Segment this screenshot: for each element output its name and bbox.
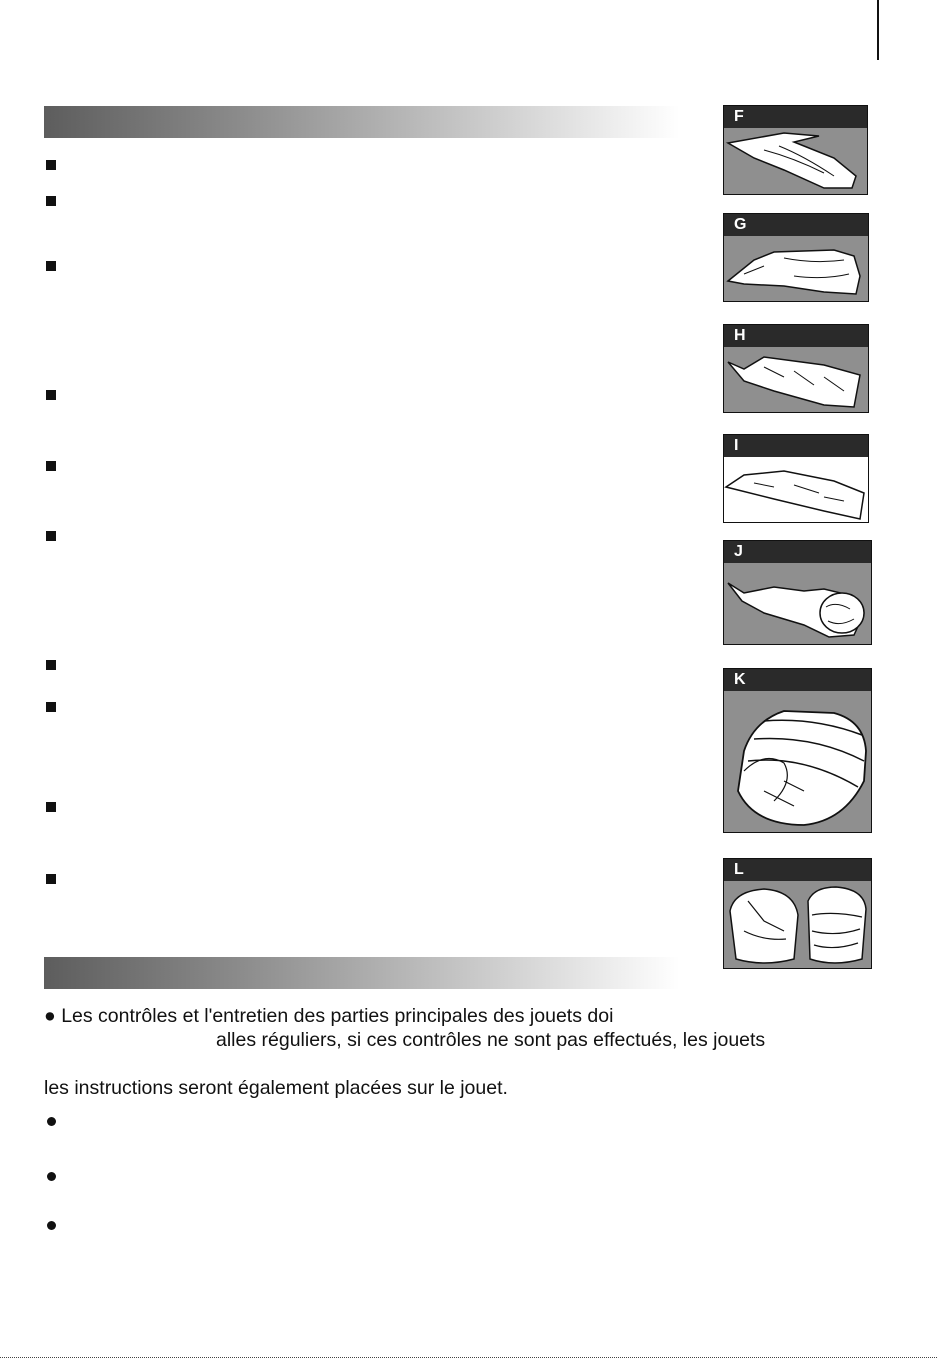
round-bullet (47, 1221, 56, 1230)
folded-cushion-illustration (724, 347, 867, 411)
figure-l (723, 858, 872, 969)
figure-label: I (724, 435, 868, 457)
figure-label: K (724, 669, 871, 691)
figure-j (723, 540, 872, 645)
folded-cushion-illustration (724, 457, 867, 521)
maintenance-intro-line-2: alles réguliers, si ces contrôles ne sont pas effectués, les jouets (216, 1029, 766, 1051)
square-bullet (46, 702, 56, 712)
square-bullet (46, 160, 56, 170)
square-bullet (46, 874, 56, 884)
maintenance-intro-line-3: les instructions seront également placées sur le jouet. (44, 1077, 508, 1099)
folded-cushion-illustration (724, 128, 866, 193)
round-bullet (47, 1172, 56, 1181)
rolled-cushion-illustration (724, 563, 870, 643)
figure-h (723, 324, 869, 413)
figure-k (723, 668, 872, 833)
square-bullet (46, 660, 56, 670)
square-bullet (46, 461, 56, 471)
footer-dotted-rule (0, 1357, 937, 1358)
square-bullet (46, 196, 56, 206)
folded-cushion-illustration (724, 236, 867, 300)
rolled-cushion-illustration (724, 691, 870, 831)
square-bullet (46, 390, 56, 400)
maintenance-intro-line-1: ● Les contrôles et l'entretien des parties principales des jouets doi (44, 1005, 614, 1027)
figure-label: H (724, 325, 868, 347)
section-header-bar-maintenance (44, 957, 680, 989)
figure-g (723, 213, 869, 302)
square-bullet (46, 531, 56, 541)
figure-label: L (724, 859, 871, 881)
square-bullet (46, 802, 56, 812)
figure-i (723, 434, 869, 523)
square-bullet (46, 261, 56, 271)
figure-f (723, 105, 868, 195)
figure-label: J (724, 541, 871, 563)
round-bullet (47, 1117, 56, 1126)
page-edge-rule (877, 0, 879, 60)
figure-label: G (724, 214, 868, 236)
stored-cushions-illustration (724, 881, 870, 967)
figure-label: F (724, 106, 867, 128)
